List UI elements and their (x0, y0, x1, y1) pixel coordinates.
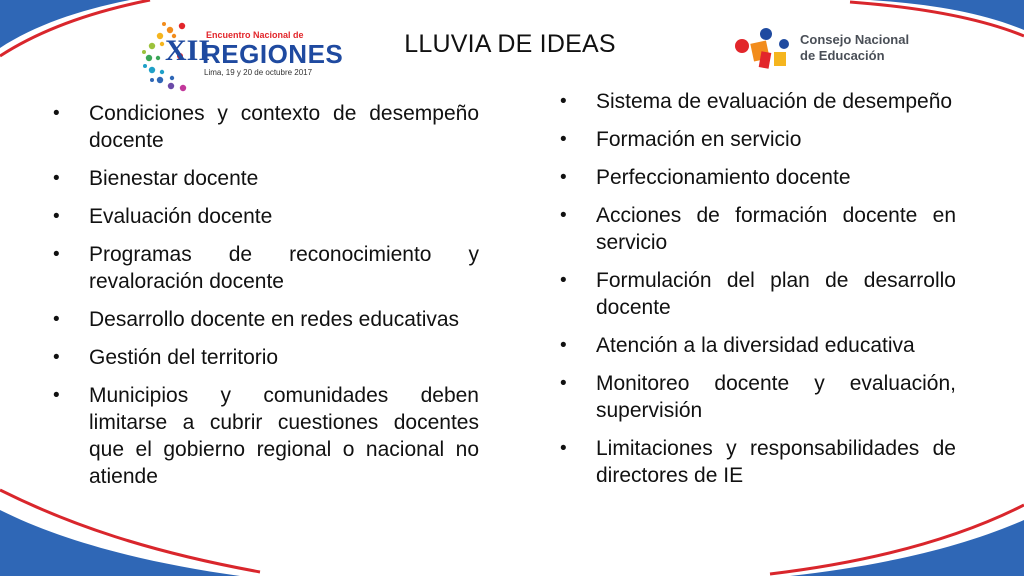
list-item (560, 435, 956, 489)
list-item (560, 202, 956, 256)
list-item-text: Condiciones y contexto de desempeño docente (89, 102, 479, 152)
top-left-corner-line (0, 0, 150, 56)
list-item-text: Formulación del plan de desarrollo docente (596, 269, 956, 319)
bullet-icon: • (560, 91, 567, 112)
logo-regiones: REGIONES (202, 39, 344, 69)
logo-roman-numeral: XII (165, 34, 211, 67)
logo-line-1: Consejo Nacional (800, 32, 910, 47)
slide-title: LLUVIA DE IDEAS (404, 30, 616, 58)
list-item (560, 332, 956, 359)
bullet-icon: • (560, 335, 567, 356)
bullet-icon: • (53, 206, 60, 227)
right-bullet-list (560, 88, 956, 500)
list-item (53, 165, 479, 192)
list-item-text: Atención a la diversidad educativa (596, 334, 915, 357)
logo-line-2: de Educación (800, 48, 885, 63)
bullet-icon: • (560, 373, 567, 394)
logo-date: Lima, 19 y 20 de octubre 2017 (204, 68, 313, 77)
list-item (560, 370, 956, 424)
bullet-icon: • (53, 168, 60, 189)
list-item (560, 88, 956, 115)
list-item (53, 241, 479, 295)
bottom-left-corner-line (0, 490, 260, 572)
list-item-text: Limitaciones y responsabilidades de directores de IE (596, 437, 956, 487)
list-item-text: Perfeccionamiento docente (596, 166, 851, 189)
top-left-corner-swoosh (0, 0, 130, 48)
bullet-icon: • (560, 167, 567, 188)
bottom-right-corner-line (770, 505, 1024, 574)
bottom-left-corner-swoosh (0, 510, 240, 576)
list-item (53, 382, 479, 490)
list-item-text: Desarrollo docente en redes educativas (89, 308, 460, 331)
bullet-icon: • (53, 385, 60, 406)
list-item-text: Sistema de evaluación de desempeño (596, 90, 953, 113)
consejo-nacional-text (800, 32, 909, 64)
list-item (53, 100, 479, 154)
consejo-nacional-logo (730, 22, 930, 78)
bullet-icon: • (53, 244, 60, 265)
list-item-text: Acciones de formación docente en servicio (596, 204, 956, 254)
list-item-text: Evaluación docente (89, 205, 273, 228)
bullet-icon: • (560, 205, 567, 226)
bullet-icon: • (560, 270, 567, 291)
list-item (560, 126, 956, 153)
list-item (53, 306, 479, 333)
list-item (560, 267, 956, 321)
list-item-text: Programas de reconocimiento y revaloración docente (89, 243, 479, 293)
encuentro-regiones-logo (138, 14, 344, 98)
bullet-icon: • (53, 103, 60, 124)
list-item-text: Formación en servicio (596, 128, 802, 151)
bullet-icon: • (53, 309, 60, 330)
people-figures-icon (730, 22, 800, 78)
list-item (53, 344, 479, 371)
list-item-text: Municipios y comunidades deben limitarse a cubrir cuestiones docentes que el gobierno regional o nacional no atiende (89, 384, 479, 488)
list-item-text: Bienestar docente (89, 167, 259, 190)
bullet-icon: • (560, 438, 567, 459)
list-item-text: Gestión del territorio (89, 346, 279, 369)
bottom-right-corner-swoosh (790, 520, 1024, 576)
list-item (560, 164, 956, 191)
bullet-icon: • (53, 347, 60, 368)
list-item-text: Monitoreo docente y evaluación, supervisión (596, 372, 956, 422)
bullet-icon: • (560, 129, 567, 150)
list-item (53, 203, 479, 230)
left-bullet-list (53, 100, 479, 501)
logo-event-line: Encuentro Nacional de (206, 30, 304, 40)
